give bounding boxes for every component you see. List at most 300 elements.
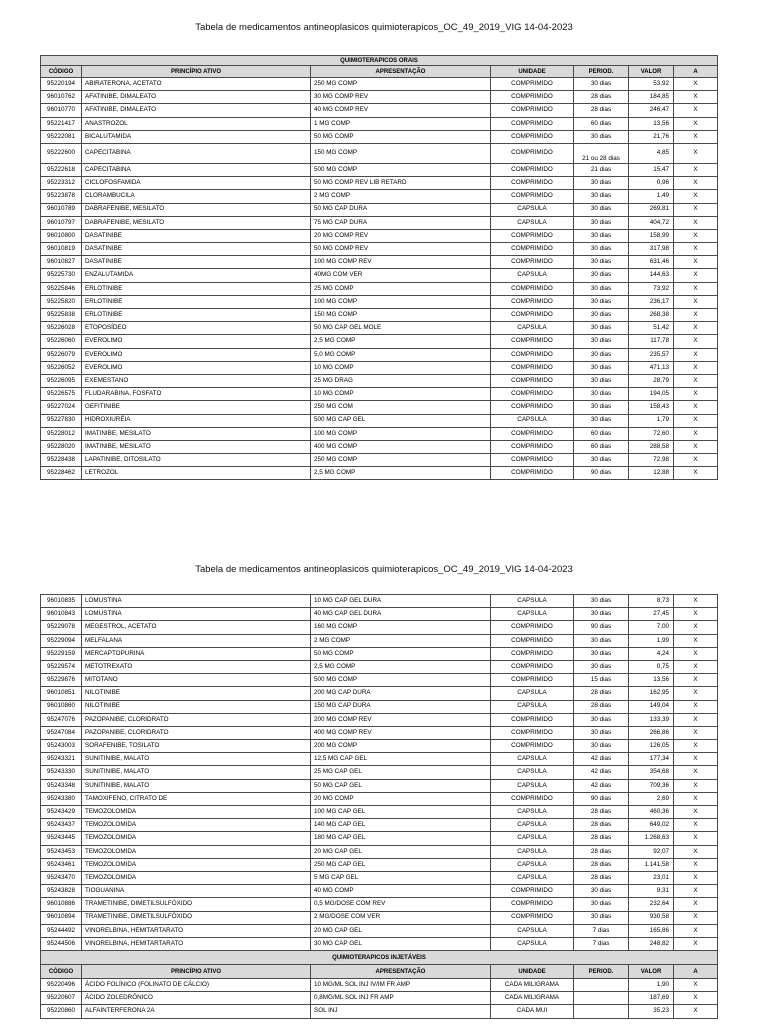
presentation-cell: 250 MG COMP: [311, 78, 491, 91]
active-ingredient-cell: AFATINIBE, DIMALEATO: [82, 104, 311, 117]
table-row: [41, 726, 718, 739]
presentation-cell: 200 MG CAP DURA: [311, 687, 491, 700]
table-row: [41, 858, 718, 871]
unit-cell: COMPRIMIDO: [491, 885, 574, 898]
period-cell: 7 dias: [574, 937, 629, 950]
period-cell: 90 dias: [574, 621, 629, 634]
code-cell: 95220496: [41, 979, 82, 992]
value-cell: 92,07: [629, 845, 674, 858]
table-row: [41, 256, 718, 269]
table-row: [41, 1005, 718, 1018]
value-cell: 13,56: [629, 674, 674, 687]
value-cell: 1.141,58: [629, 858, 674, 871]
unit-cell: CAPSULA: [491, 858, 574, 871]
a-cell: X: [674, 992, 718, 1005]
period-cell: 30 dias: [574, 243, 629, 256]
code-cell: 95243461: [41, 858, 82, 871]
presentation-cell: 10 MG COMP: [311, 361, 491, 374]
value-cell: 4,85: [629, 143, 674, 163]
period-cell: 28 dias: [574, 91, 629, 104]
value-cell: 133,39: [629, 713, 674, 726]
value-cell: 117,78: [629, 335, 674, 348]
code-cell: 96010827: [41, 256, 82, 269]
active-ingredient-cell: PAZOPANIBE, CLORIDRATO: [82, 726, 311, 739]
unit-cell: CAPSULA: [491, 687, 574, 700]
active-ingredient-cell: TEMOZOLOMIDA: [82, 832, 311, 845]
code-cell: 96010797: [41, 216, 82, 229]
unit-cell: CAPSULA: [491, 322, 574, 335]
code-cell: 96010770: [41, 104, 82, 117]
active-ingredient-cell: DASATINIBE: [82, 243, 311, 256]
period-cell: 30 dias: [574, 911, 629, 924]
column-header-unit: UNIDADE: [491, 66, 574, 78]
a-cell: X: [674, 621, 718, 634]
presentation-cell: 20 MG COMP: [311, 792, 491, 805]
code-cell: 96010819: [41, 243, 82, 256]
period-cell: 60 dias: [574, 117, 629, 130]
period-cell: 30 dias: [574, 388, 629, 401]
active-ingredient-cell: NILOTINIBE: [82, 687, 311, 700]
column-header-period: PERIOD.: [574, 66, 629, 78]
active-ingredient-cell: ERLOTINIBE: [82, 295, 311, 308]
unit-cell: CAPSULA: [491, 595, 574, 608]
code-cell: 95222081: [41, 130, 82, 143]
period-cell: 15 dias: [574, 674, 629, 687]
active-ingredient-cell: LETROZOL: [82, 467, 311, 480]
value-cell: 72,60: [629, 427, 674, 440]
active-ingredient-cell: IMATINIBE, MESILATO: [82, 440, 311, 453]
value-cell: 7,00: [629, 621, 674, 634]
value-cell: 194,05: [629, 388, 674, 401]
active-ingredient-cell: SORAFENIBE, TOSILATO: [82, 740, 311, 753]
code-cell: 95226052: [41, 361, 82, 374]
page-title: Tabela de medicamentos antineoplasicos quimioterapicos_OC_49_2019_VIG 14-04-2023: [195, 22, 573, 33]
code-cell: 95229094: [41, 634, 82, 647]
presentation-cell: 20 MG CAP GEL: [311, 845, 491, 858]
unit-cell: COMPRIMIDO: [491, 740, 574, 753]
active-ingredient-cell: NILOTINIBE: [82, 700, 311, 713]
unit-cell: COMPRIMIDO: [491, 374, 574, 387]
a-cell: X: [674, 660, 718, 673]
table-row: [41, 440, 718, 453]
unit-cell: CADA MILIGRAMA: [491, 979, 574, 992]
value-cell: 268,38: [629, 309, 674, 322]
value-cell: 236,17: [629, 295, 674, 308]
active-ingredient-cell: VINORELBINA, HEMITARTARATO: [82, 924, 311, 937]
value-cell: 9,31: [629, 885, 674, 898]
column-header-unit: UNIDADE: [491, 965, 574, 979]
presentation-cell: 1 MG COMP: [311, 117, 491, 130]
presentation-cell: 200 MG COMP: [311, 740, 491, 753]
active-ingredient-cell: DABRAFENIBE, MESILATO: [82, 203, 311, 216]
a-cell: X: [674, 256, 718, 269]
table-row: [41, 243, 718, 256]
value-cell: 12,88: [629, 467, 674, 480]
period-cell: 30 dias: [574, 898, 629, 911]
table-row: [41, 467, 718, 480]
code-cell: 95243828: [41, 885, 82, 898]
period-cell: 30 dias: [574, 203, 629, 216]
a-cell: X: [674, 726, 718, 739]
active-ingredient-cell: EVEROLIMO: [82, 348, 311, 361]
a-cell: X: [674, 309, 718, 322]
code-cell: 95227024: [41, 401, 82, 414]
code-cell: 95243429: [41, 806, 82, 819]
period-cell: 30 dias: [574, 361, 629, 374]
unit-cell: COMPRIMIDO: [491, 190, 574, 203]
presentation-cell: 50 MG COMP REV: [311, 243, 491, 256]
value-cell: 631,46: [629, 256, 674, 269]
table-row: [41, 713, 718, 726]
value-cell: 266,86: [629, 726, 674, 739]
a-cell: X: [674, 713, 718, 726]
unit-cell: COMPRIMIDO: [491, 388, 574, 401]
code-cell: 95228012: [41, 427, 82, 440]
value-cell: 930,58: [629, 911, 674, 924]
code-cell: 96010851: [41, 687, 82, 700]
code-cell: 95225838: [41, 309, 82, 322]
table-row: [41, 427, 718, 440]
table-row: [41, 91, 718, 104]
a-cell: X: [674, 753, 718, 766]
a-cell: X: [674, 117, 718, 130]
a-cell: X: [674, 647, 718, 660]
section-title-row: [41, 56, 718, 66]
presentation-cell: 2 MG COMP: [311, 190, 491, 203]
column-header-row: [41, 965, 718, 979]
a-cell: X: [674, 190, 718, 203]
code-cell: 95223878: [41, 190, 82, 203]
unit-cell: COMPRIMIDO: [491, 467, 574, 480]
table-row: [41, 621, 718, 634]
table-row: [41, 898, 718, 911]
active-ingredient-cell: TEMOZOLOMIDA: [82, 858, 311, 871]
active-ingredient-cell: TAMOXIFENO, CITRATO DE: [82, 792, 311, 805]
table-row: [41, 992, 718, 1005]
active-ingredient-cell: ALFAINTERFERONA 2A: [82, 1005, 311, 1018]
table-row: [41, 845, 718, 858]
table-row: [41, 885, 718, 898]
unit-cell: COMPRIMIDO: [491, 256, 574, 269]
value-cell: 649,02: [629, 819, 674, 832]
unit-cell: CAPSULA: [491, 806, 574, 819]
a-cell: X: [674, 78, 718, 91]
period-cell: 30 dias: [574, 713, 629, 726]
value-cell: 158,99: [629, 229, 674, 242]
code-cell: 95226060: [41, 335, 82, 348]
presentation-cell: 40 MG COMP REV: [311, 104, 491, 117]
period-cell: 60 dias: [574, 440, 629, 453]
a-cell: X: [674, 924, 718, 937]
value-cell: 73,92: [629, 282, 674, 295]
active-ingredient-cell: CLORAMBUCILA: [82, 190, 311, 203]
active-ingredient-cell: ERLOTINIBE: [82, 309, 311, 322]
table-row: [41, 634, 718, 647]
period-cell: 30 dias: [574, 401, 629, 414]
code-cell: 95229159: [41, 647, 82, 660]
code-cell: 96010843: [41, 608, 82, 621]
table-row: [41, 388, 718, 401]
value-cell: 460,36: [629, 806, 674, 819]
unit-cell: COMPRIMIDO: [491, 295, 574, 308]
value-cell: 177,34: [629, 753, 674, 766]
table-row: [41, 806, 718, 819]
active-ingredient-cell: ENZALUTAMIDA: [82, 269, 311, 282]
value-cell: 1,90: [629, 979, 674, 992]
presentation-cell: 200 MG COMP REV: [311, 713, 491, 726]
period-cell: 30 dias: [574, 348, 629, 361]
a-cell: X: [674, 779, 718, 792]
period-cell: 42 dias: [574, 753, 629, 766]
a-cell: X: [674, 898, 718, 911]
a-cell: X: [674, 388, 718, 401]
period-cell: 28 dias: [574, 700, 629, 713]
period-cell: 42 dias: [574, 779, 629, 792]
value-cell: 158,43: [629, 401, 674, 414]
value-cell: 53,92: [629, 78, 674, 91]
a-cell: X: [674, 243, 718, 256]
table-row: [41, 163, 718, 176]
active-ingredient-cell: PAZOPANIBE, CLORIDRATO: [82, 713, 311, 726]
value-cell: 27,45: [629, 608, 674, 621]
unit-cell: CAPSULA: [491, 216, 574, 229]
value-cell: 317,98: [629, 243, 674, 256]
a-cell: X: [674, 595, 718, 608]
period-cell: 28 dias: [574, 832, 629, 845]
period-cell: 30 dias: [574, 309, 629, 322]
presentation-cell: 150 MG COMP: [311, 309, 491, 322]
table-row: [41, 203, 718, 216]
column-header-presentation: APRESENTAÇÃO: [311, 66, 491, 78]
presentation-cell: 25 MG CAP GEL: [311, 766, 491, 779]
unit-cell: COMPRIMIDO: [491, 713, 574, 726]
period-cell: 30 dias: [574, 256, 629, 269]
presentation-cell: 0,5 MG/DOSE COM REV: [311, 898, 491, 911]
code-cell: 95243380: [41, 792, 82, 805]
period-cell: 28 dias: [574, 687, 629, 700]
table-row: [41, 309, 718, 322]
table-row: [41, 229, 718, 242]
active-ingredient-cell: ERLOTINIBE: [82, 282, 311, 295]
period-cell: 30 dias: [574, 647, 629, 660]
table-row: [41, 348, 718, 361]
value-cell: 232,64: [629, 898, 674, 911]
column-header-value: VALOR: [629, 965, 674, 979]
value-cell: 144,63: [629, 269, 674, 282]
active-ingredient-cell: ANASTROZOL: [82, 117, 311, 130]
a-cell: X: [674, 361, 718, 374]
period-cell: 30 dias: [574, 190, 629, 203]
code-cell: 95228462: [41, 467, 82, 480]
a-cell: X: [674, 467, 718, 480]
presentation-cell: 30 MG CAP GEL: [311, 937, 491, 950]
value-cell: 4,24: [629, 647, 674, 660]
value-cell: 1,99: [629, 634, 674, 647]
unit-cell: COMPRIMIDO: [491, 440, 574, 453]
table-row: [41, 871, 718, 884]
active-ingredient-cell: EXEMESTANO: [82, 374, 311, 387]
column-header-code: CÓDIGO: [41, 66, 82, 78]
code-cell: 95220860: [41, 1005, 82, 1018]
unit-cell: COMPRIMIDO: [491, 143, 574, 163]
a-cell: X: [674, 335, 718, 348]
period-cell: 7 dias: [574, 924, 629, 937]
code-cell: 95227830: [41, 414, 82, 427]
code-cell: 95244506: [41, 937, 82, 950]
code-cell: 95225820: [41, 295, 82, 308]
a-cell: X: [674, 979, 718, 992]
a-cell: X: [674, 91, 718, 104]
table-row: [41, 979, 718, 992]
active-ingredient-cell: MEGESTROL, ACETATO: [82, 621, 311, 634]
a-cell: X: [674, 143, 718, 163]
period-cell: [574, 979, 629, 992]
presentation-cell: 12,5 MG CAP GEL: [311, 753, 491, 766]
unit-cell: COMPRIMIDO: [491, 454, 574, 467]
unit-cell: COMPRIMIDO: [491, 898, 574, 911]
period-cell: 28 dias: [574, 806, 629, 819]
code-cell: 95243453: [41, 845, 82, 858]
code-cell: 95243470: [41, 871, 82, 884]
code-cell: 96010762: [41, 91, 82, 104]
value-cell: 23,01: [629, 871, 674, 884]
unit-cell: COMPRIMIDO: [491, 91, 574, 104]
value-cell: 13,56: [629, 117, 674, 130]
table-row: [41, 779, 718, 792]
unit-cell: COMPRIMIDO: [491, 401, 574, 414]
medication-table-page-1: [40, 55, 718, 480]
value-cell: 0,96: [629, 177, 674, 190]
presentation-cell: 50 MG COMP: [311, 130, 491, 143]
unit-cell: CAPSULA: [491, 766, 574, 779]
a-cell: X: [674, 792, 718, 805]
period-cell: 30 dias: [574, 454, 629, 467]
period-cell: 28 dias: [574, 871, 629, 884]
unit-cell: CADA MILIGRAMA: [491, 992, 574, 1005]
presentation-cell: 10 MG CAP GEL DURA: [311, 595, 491, 608]
active-ingredient-cell: TIOGUANINA: [82, 885, 311, 898]
code-cell: 95243330: [41, 766, 82, 779]
table-row: [41, 687, 718, 700]
a-cell: X: [674, 845, 718, 858]
table-row: [41, 374, 718, 387]
a-cell: X: [674, 937, 718, 950]
unit-cell: CAPSULA: [491, 414, 574, 427]
presentation-cell: 40 MG COMP: [311, 885, 491, 898]
presentation-cell: 100 MG COMP REV: [311, 256, 491, 269]
unit-cell: COMPRIMIDO: [491, 229, 574, 242]
period-cell: 30 dias: [574, 608, 629, 621]
unit-cell: CAPSULA: [491, 700, 574, 713]
code-cell: 95243321: [41, 753, 82, 766]
table-row: [41, 937, 718, 950]
period-cell: 30 dias: [574, 269, 629, 282]
a-cell: X: [674, 700, 718, 713]
presentation-cell: 2 MG COMP: [311, 634, 491, 647]
unit-cell: CAPSULA: [491, 924, 574, 937]
code-cell: 95221417: [41, 117, 82, 130]
active-ingredient-cell: ETOPOSÍDEO: [82, 322, 311, 335]
unit-cell: CAPSULA: [491, 871, 574, 884]
value-cell: 1.268,63: [629, 832, 674, 845]
presentation-cell: 400 MG COMP REV: [311, 726, 491, 739]
unit-cell: COMPRIMIDO: [491, 634, 574, 647]
a-cell: X: [674, 401, 718, 414]
period-cell: 28 dias: [574, 104, 629, 117]
presentation-cell: 50 MG COMP REV LIB RETARD: [311, 177, 491, 190]
value-cell: 269,81: [629, 203, 674, 216]
column-header-code: CÓDIGO: [41, 965, 82, 979]
unit-cell: COMPRIMIDO: [491, 163, 574, 176]
a-cell: X: [674, 832, 718, 845]
presentation-cell: 10 MG COMP: [311, 388, 491, 401]
value-cell: 162,95: [629, 687, 674, 700]
presentation-cell: 75 MG CAP DURA: [311, 216, 491, 229]
unit-cell: COMPRIMIDO: [491, 78, 574, 91]
code-cell: 95226575: [41, 388, 82, 401]
code-cell: 95229574: [41, 660, 82, 673]
value-cell: 21,76: [629, 130, 674, 143]
value-cell: 288,58: [629, 440, 674, 453]
code-cell: 95222600: [41, 143, 82, 163]
table-row: [41, 454, 718, 467]
medication-table-page-2: [40, 594, 718, 1019]
unit-cell: COMPRIMIDO: [491, 674, 574, 687]
code-cell: 95244492: [41, 924, 82, 937]
column-header-a: A: [674, 66, 718, 78]
active-ingredient-cell: TRAMETINIBE, DIMETILSULFÓXIDO: [82, 911, 311, 924]
active-ingredient-cell: SUNITINIBE, MALATO: [82, 779, 311, 792]
table-row: [41, 832, 718, 845]
active-ingredient-cell: FLUDARABINA, FOSFATO: [82, 388, 311, 401]
presentation-cell: 250 MG COMP: [311, 454, 491, 467]
section-title: QUIMIOTERAPICOS ORAIS: [41, 56, 718, 66]
active-ingredient-cell: GEFITINIBE: [82, 401, 311, 414]
value-cell: 126,05: [629, 740, 674, 753]
period-cell: 30 dias: [574, 374, 629, 387]
period-cell: 30 dias: [574, 282, 629, 295]
section-title-row: [41, 951, 718, 965]
column-header-value: VALOR: [629, 66, 674, 78]
presentation-cell: 0,8MG/ML SOL INJ FR AMP: [311, 992, 491, 1005]
period-cell: 30 dias: [574, 726, 629, 739]
a-cell: X: [674, 871, 718, 884]
unit-cell: COMPRIMIDO: [491, 177, 574, 190]
unit-cell: CAPSULA: [491, 937, 574, 950]
a-cell: X: [674, 608, 718, 621]
period-cell: 30 dias: [574, 335, 629, 348]
code-cell: 96010800: [41, 229, 82, 242]
value-cell: 248,82: [629, 937, 674, 950]
code-cell: 96010886: [41, 898, 82, 911]
table-row: [41, 911, 718, 924]
presentation-cell: 250 MG CAP GEL: [311, 858, 491, 871]
unit-cell: CADA MUI: [491, 1005, 574, 1018]
period-cell: 90 dias: [574, 467, 629, 480]
active-ingredient-cell: MITOTANO: [82, 674, 311, 687]
a-cell: X: [674, 322, 718, 335]
a-cell: X: [674, 269, 718, 282]
a-cell: X: [674, 806, 718, 819]
presentation-cell: 500 MG CAP GEL: [311, 414, 491, 427]
code-cell: 95229078: [41, 621, 82, 634]
unit-cell: CAPSULA: [491, 608, 574, 621]
a-cell: X: [674, 282, 718, 295]
presentation-cell: 2,5 MG COMP: [311, 335, 491, 348]
unit-cell: COMPRIMIDO: [491, 427, 574, 440]
code-cell: 95243348: [41, 779, 82, 792]
presentation-cell: 25 MG COMP: [311, 282, 491, 295]
